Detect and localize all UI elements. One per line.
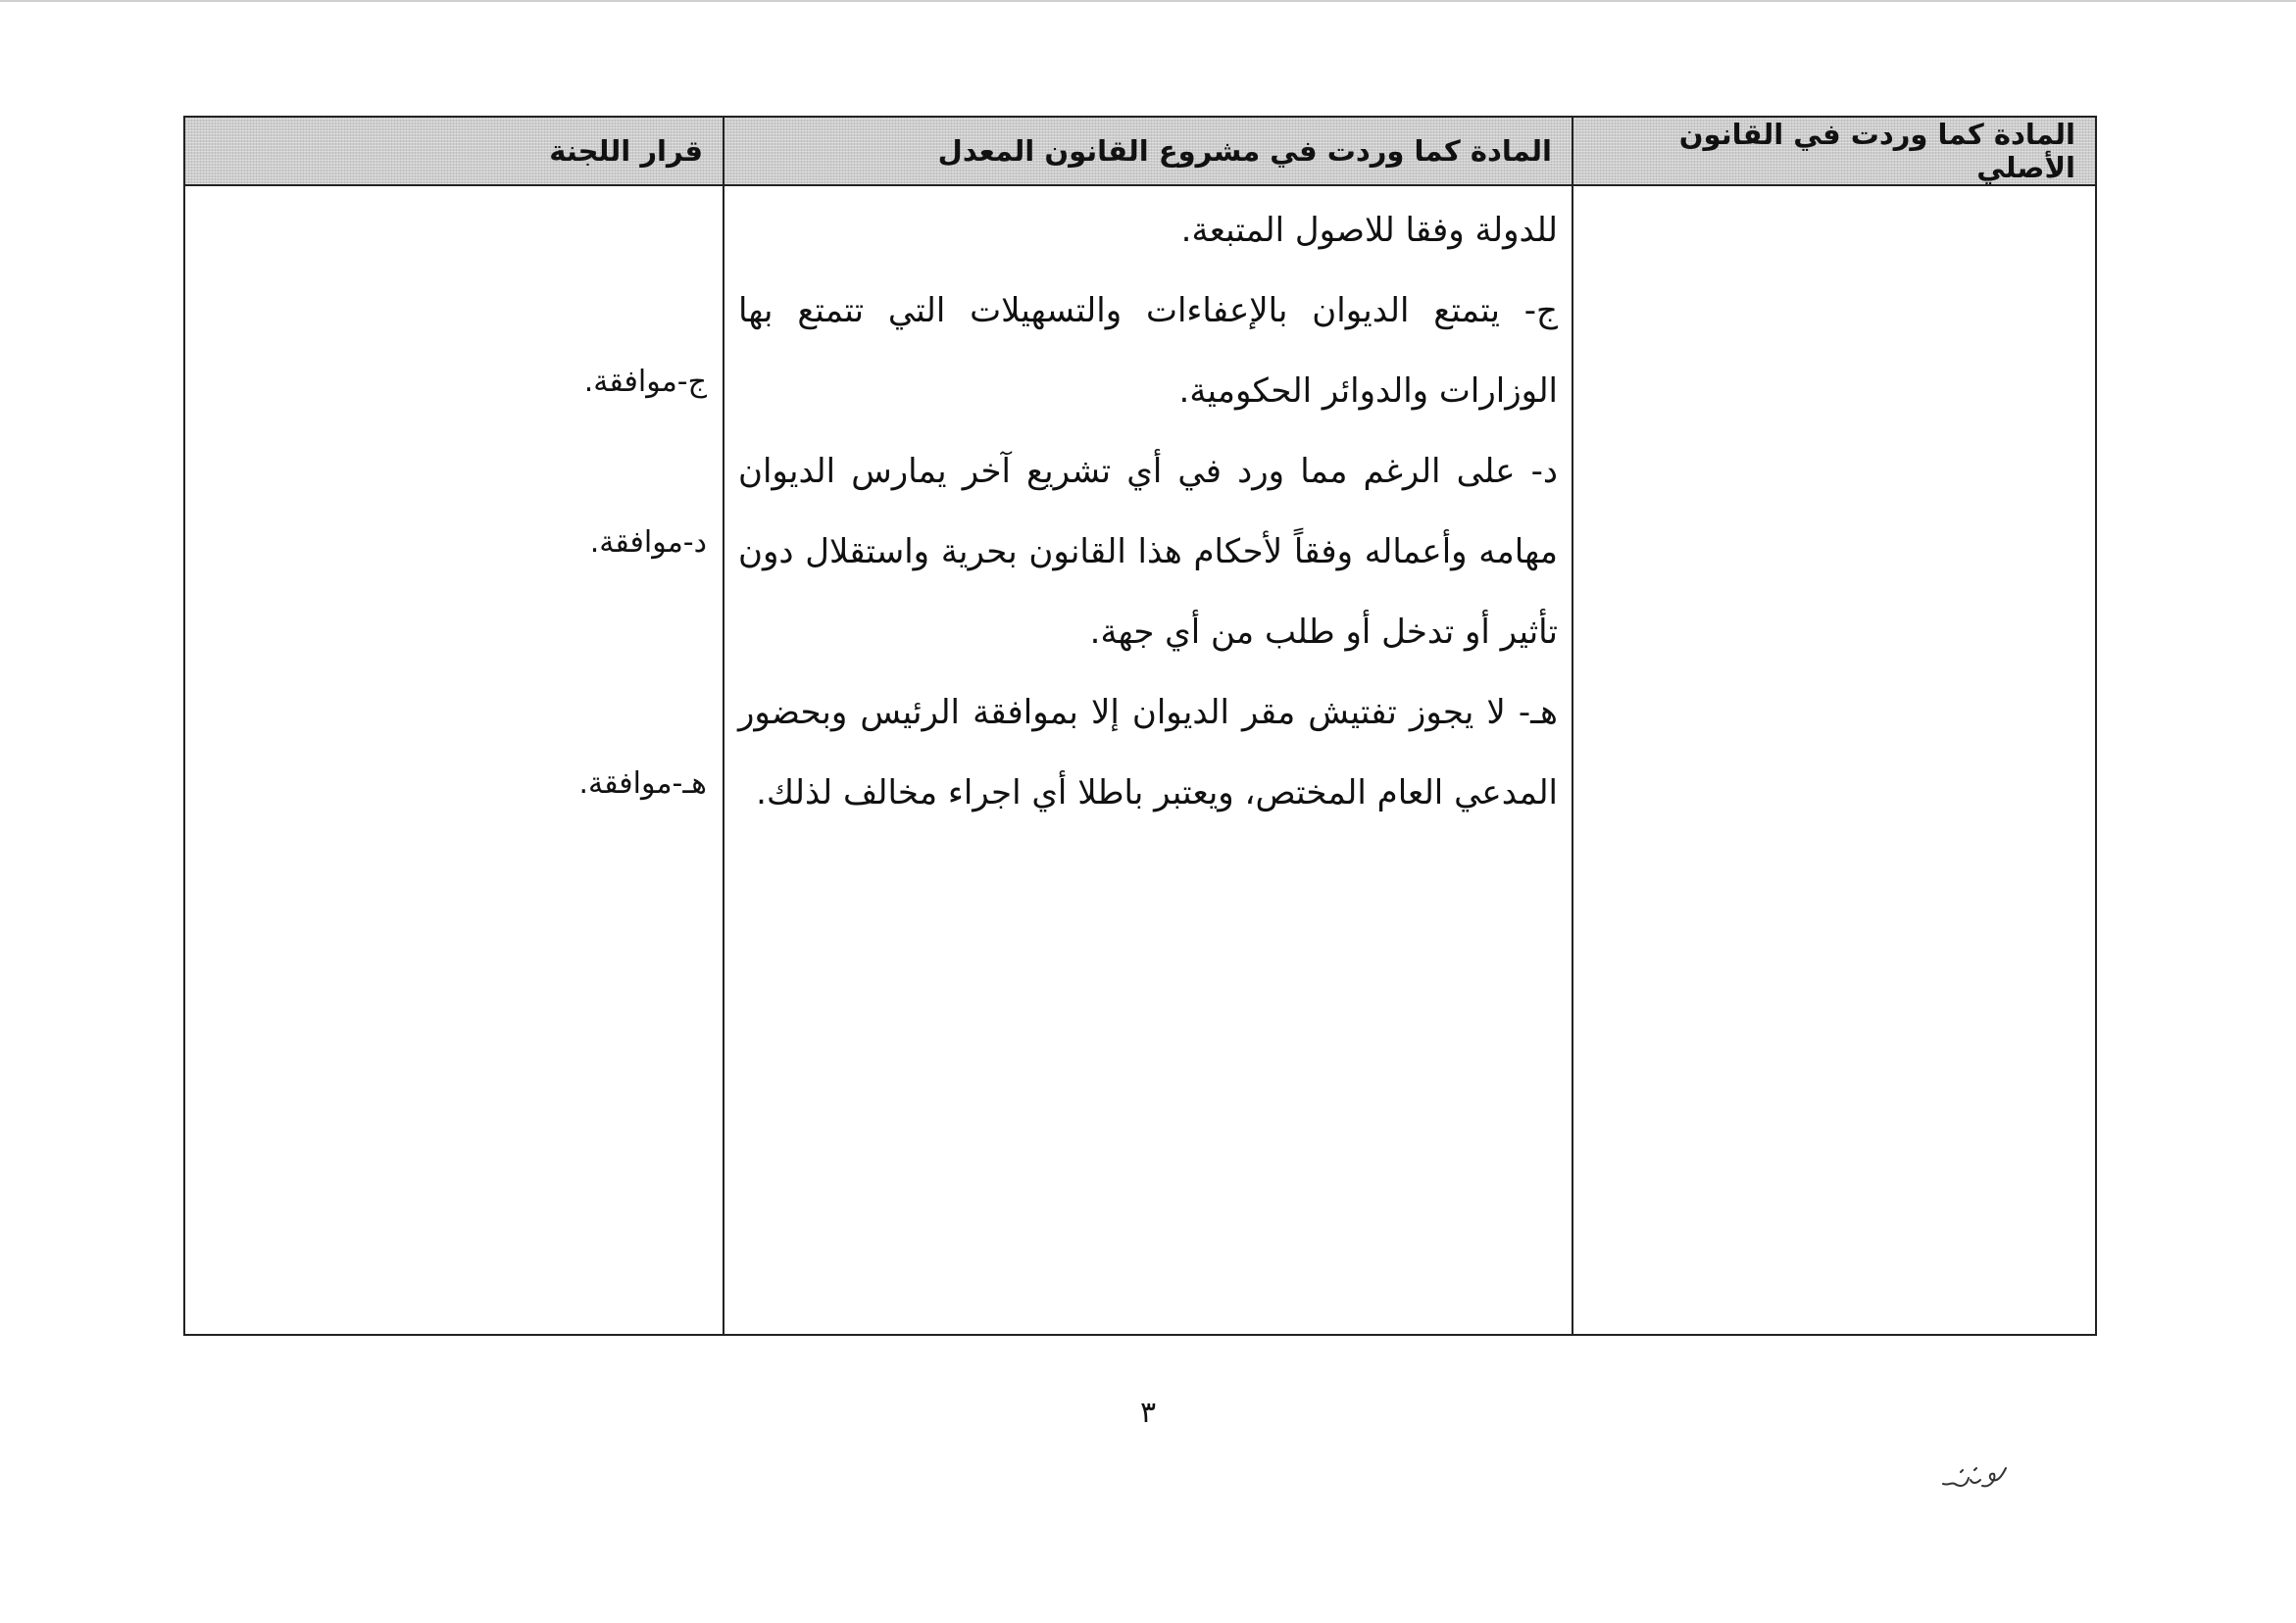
amended-paragraph-e: هـ- لا يجوز تفتيش مقر الديوان إلا بموافقة الرئيس وبحضور المدعي العام المختص، ويعتبر باطلا أي اجراء مخالف لذلك. xyxy=(738,693,1558,812)
committee-decision-list xyxy=(185,186,723,1334)
header-amended-law: المادة كما وردت في مشروع القانون المعدل xyxy=(724,117,1572,185)
decision-c: ج-موافقة. xyxy=(583,365,707,399)
amended-law-cell xyxy=(724,185,1572,1335)
decision-d: د-موافقة. xyxy=(589,525,707,560)
header-committee-decision: قرار اللجنة xyxy=(184,117,724,185)
amended-law-text xyxy=(724,186,1572,833)
page-number: ٣ xyxy=(1139,1396,1157,1430)
original-law-cell xyxy=(1572,185,2096,1335)
committee-decision-cell xyxy=(184,185,724,1335)
table-body-row xyxy=(184,185,2096,1335)
table-header-row xyxy=(184,117,2096,185)
header-original-law: المادة كما وردت في القانون الأصلي xyxy=(1572,117,2096,185)
amended-paragraph-d: د- على الرغم مما ورد في أي تشريع آخر يمارس الديوان مهامه وأعماله وفقاً لأحكام هذا القانون بحرية واستقلال دون تأثير أو تدخل أو طلب من أي جهة. xyxy=(738,452,1558,652)
amended-paragraph-continuation: للدولة وفقا للاصول المتبعة. xyxy=(1180,211,1558,250)
signature-scribble xyxy=(1933,1458,2012,1498)
decision-e: هـ-موافقة. xyxy=(578,766,707,801)
comparison-table xyxy=(183,116,2097,1336)
amended-paragraph-c: ج- يتمتع الديوان بالإعفاءات والتسهيلات التي تتمتع بها الوزارات والدوائر الحكومية. xyxy=(738,291,1558,411)
